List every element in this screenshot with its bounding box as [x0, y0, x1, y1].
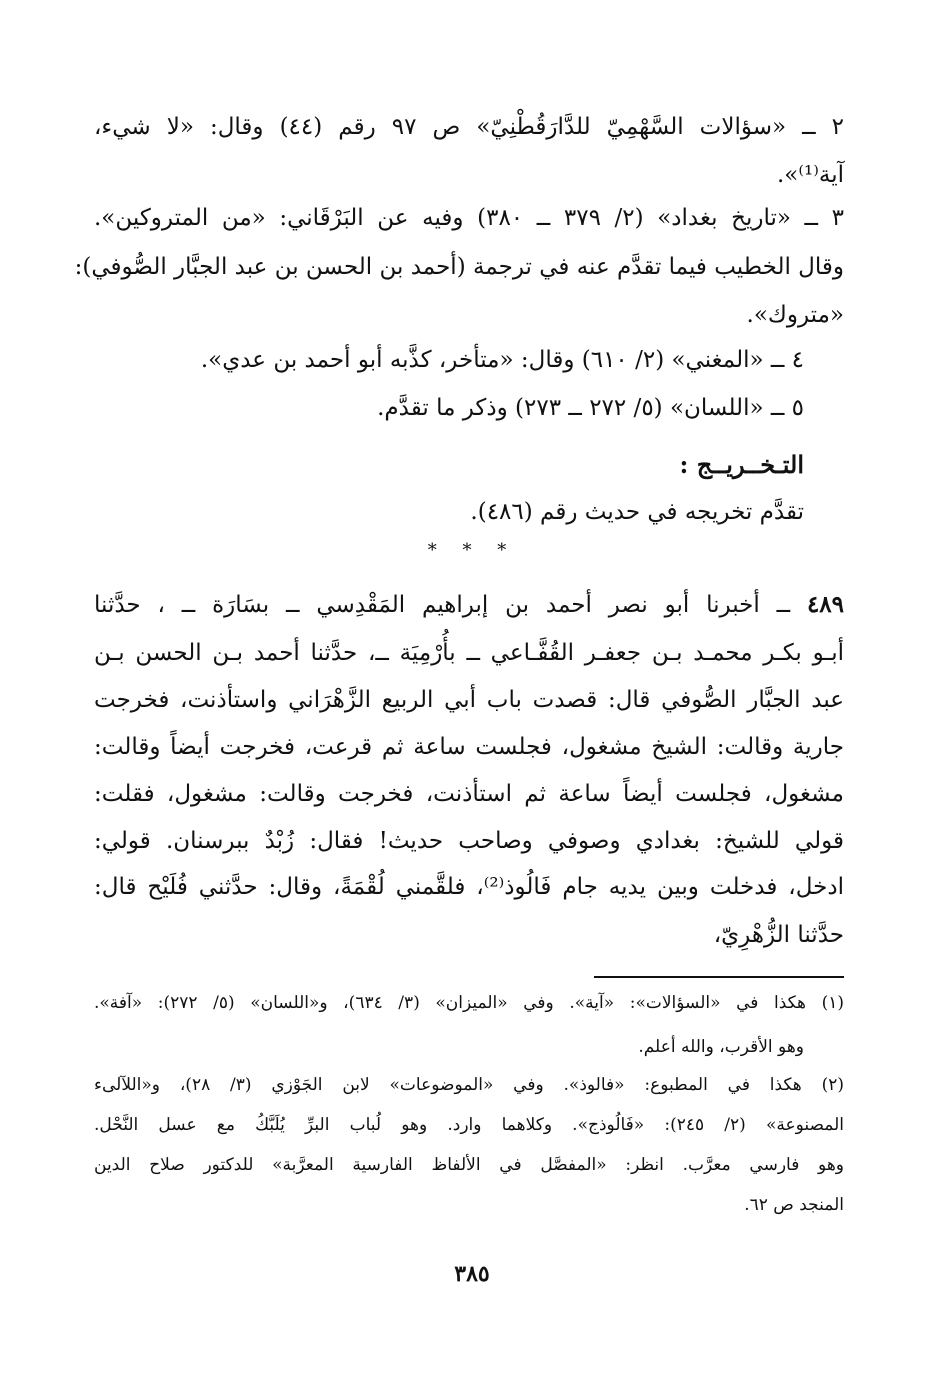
- source-2-line-1: ٢ ــ «سؤالات السَّهْمِيّ للدَّارَقُطْنِيّ» ص ٩٧ رقم (٤٤) وقال: «لا شيء،: [94, 114, 844, 140]
- page-number: ٣٨٥: [454, 1261, 490, 1287]
- hadith-line-6: قولي للشيخ: بغدادي وصوفي وصاحب حديث! فقال: زُبْدٌ ببرسنان. قولي:: [94, 828, 844, 854]
- footnote-divider: [594, 976, 844, 978]
- source-3-line-3: «متروك».: [746, 302, 844, 328]
- hadith-line-8: حدَّثنا الزُّهْرِيّ،: [713, 922, 844, 948]
- hadith-line-7: ادخل، فدخلت وبين يديه جام فَالُوذ⁽²⁾، فلقَّمني لُقْمَةً، وقال: حدَّثني فُلَيْح قال:: [94, 874, 844, 900]
- footnote-2-line-1: (٢) هكذا في المطبوع: «فالوذ». وفي «الموضوعات» لابن الجَوْزي (٣/ ٢٨)، و«اللآلىء: [94, 1075, 844, 1095]
- source-3-line-2: وقال الخطيب فيما تقدَّم عنه في ترجمة (أحمد بن الحسن بن عبد الجبَّار الصُّوفي):: [74, 254, 844, 280]
- section-separator: * * *: [427, 540, 517, 561]
- hadith-line-2: أبـو بكـر محمـد بـن جعفـر القُفَّـاعي ــ بأُرْمِيَة ــ، حدَّثنا أحمد بـن الحسن بـن: [94, 640, 844, 666]
- footnote-2-line-4: المنجد ص ٦٢.: [744, 1195, 844, 1215]
- footnote-2-line-3: وهو فارسي معرَّب. انظر: «المفصَّل في الألفاظ الفارسية المعرَّبة» للدكتور صلاح الدين: [94, 1155, 844, 1175]
- hadith-line-3: عبد الجبَّار الصُّوفي قال: قصدت باب أبي الربيع الزَّهْرَاني واستأذنت، فخرجت: [94, 687, 844, 713]
- hadith-first-line: [94, 590, 844, 620]
- hadith-line-1: ــ أخبرنا أبو نصر أحمد بن إبراهيم المَقْدِسي ــ بسَارَة ــ ، حدَّثنا: [94, 592, 791, 618]
- takhrij-heading: التـخــريــج :: [679, 450, 804, 479]
- takhrij-text: تقدَّم تخريجه في حديث رقم (٤٨٦).: [470, 499, 804, 525]
- source-2-line-2: آية⁽¹⁾».: [776, 162, 844, 188]
- source-4-line-1: ٤ ــ «المغني» (٢/ ٦١٠) وقال: «متأخر، كذَّبه أبو أحمد بن عدي».: [200, 347, 804, 373]
- source-3-line-1: ٣ ــ «تاريخ بغداد» (٢/ ٣٧٩ ــ ٣٨٠) وفيه عن البَرْقَاني: «من المتروكين».: [94, 205, 844, 231]
- source-5-line-1: ٥ ــ «اللسان» (٥/ ٢٧٢ ــ ٢٧٣) وذكر ما تقدَّم.: [377, 395, 804, 421]
- hadith-line-4: جارية وقالت: الشيخ مشغول، فجلست ساعة ثم قرعت، فخرجت أيضاً وقالت:: [94, 734, 844, 760]
- hadith-line-5: مشغول، فجلست أيضاً ساعة ثم استأذنت، فخرجت وقالت: مشغول، فقلت:: [94, 781, 844, 807]
- footnote-1-line-1: (١) هكذا في «السؤالات»: «آية». وفي «الميزان» (٣/ ٦٣٤)، و«اللسان» (٥/ ٢٧٢): «آفة».: [94, 993, 844, 1013]
- footnote-2-line-2: المصنوعة» (٢/ ٢٤٥): «فَالُوذج». وكلاهما وارد. وهو لُباب البرِّ يُلَبَّكُ مع عسل النَّحْل.: [94, 1115, 844, 1135]
- footnote-1-line-2: وهو الأقرب، والله أعلم.: [638, 1037, 804, 1057]
- hadith-number: ٤٨٩: [806, 591, 845, 618]
